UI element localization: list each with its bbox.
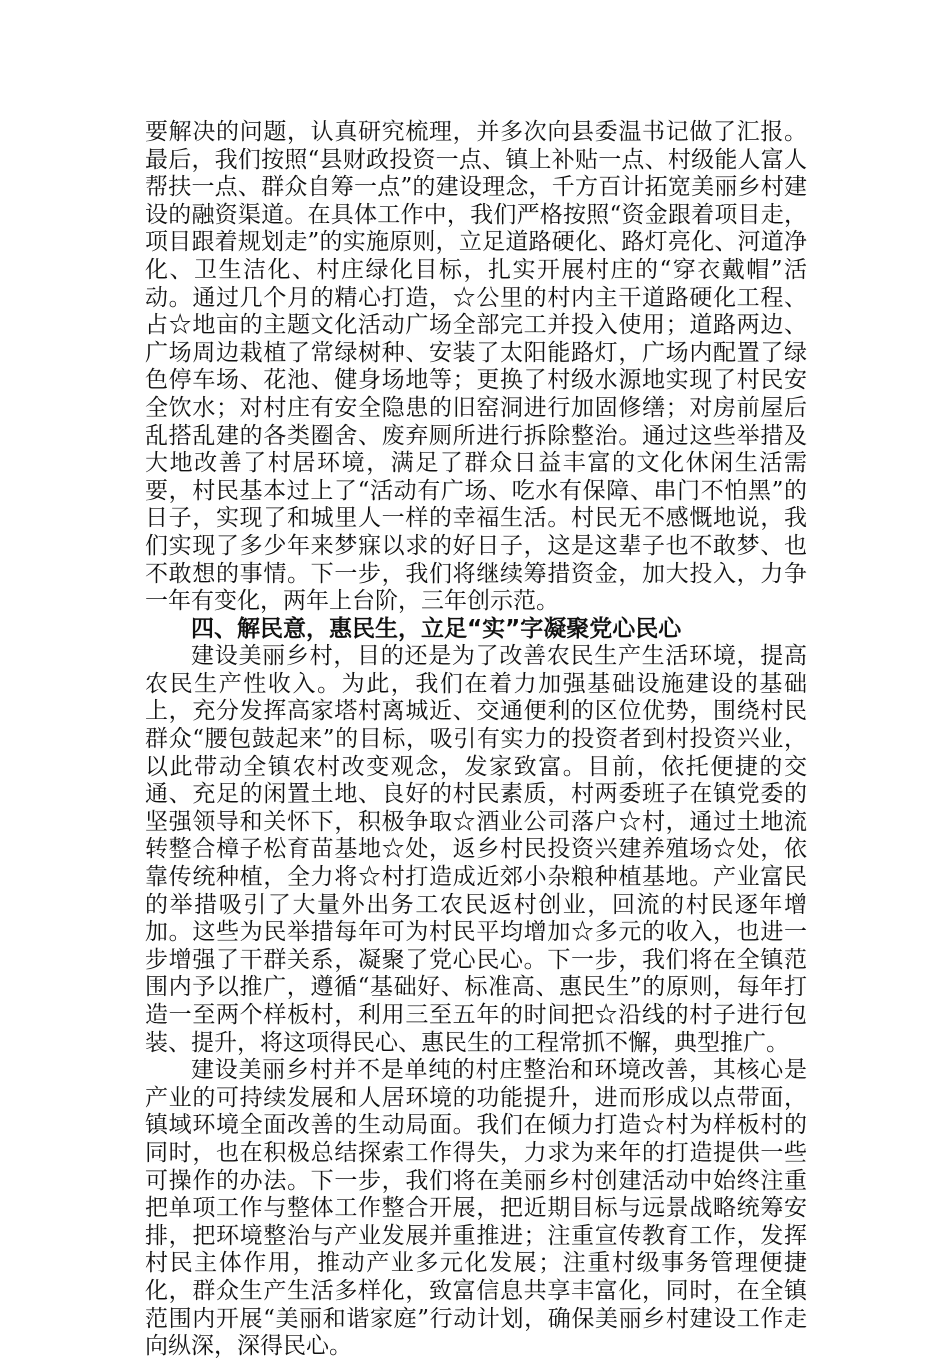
section-heading: 四、解民意，惠民生，立足“实”字凝聚党心民心 [191,615,682,642]
paragraph-industry: 建设美丽乡村，目的还是为了改善农民生产生活环境，提高农民生产性收入。为此，我们在着力加强基础设施建设的基础上，充分发挥高家塔村离城近、交通便利的区位优势，围绕村民群众“腰包鼓起来”的目标，吸引有实力的投资者到村投资兴业，以此带动全镇农村改变观念，发家致富。目前，依托便捷的交通、充足的闲置土地、良好的村民素质，村两委班子在镇党委的坚强领导和关怀下，积极争取☆酒业公司落户☆村，通过土地流转整合樟子松育苗基地☆处，返乡村民投资兴建养殖场☆处，依靠传统种植，全力将☆村打造成近郊小杂粮种植基地。产业富民的举措吸引了大量外出务工农民返村创业，回流的村民逐年增加。这些为民举措每年可为村民平均增加☆多元的收入，也进一步增强了干群关系，凝聚了党心民心。下一步，我们将在全镇范围内予以推广，遵循“基础好、标准高、惠民生”的原则，每年打造一至两个样板村，利用三至五年的时间把☆沿线的村子进行包装、提升，将这项得民心、惠民生的工程常抓不懈，典型推广。 [145,643,807,1056]
paragraph-continuation: 要解决的问题，认真研究梳理，并多次向县委温书记做了汇报。最后，我们按照“县财政投资一点、镇上补贴一点、村级能人富人帮扶一点、群众自筹一点”的建设理念，千方百计拓宽美丽乡村建设的融资渠道。在具体工作中，我们严格按照“资金跟着项目走，项目跟着规划走”的实施原则，立足道路硬化、路灯亮化、河道净化、卫生洁化、村庄绿化目标，扎实开展村庄的“穿衣戴帽”活动。通过几个月的精心打造，☆公里的村内主干道路硬化工程、占☆地亩的主题文化活动广场全部完工并投入使用；道路两边、广场周边栽植了常绿树种、安装了太阳能路灯，广场内配置了绿色停车场、花池、健身场地等；更换了村级水源地实现了村民安全饮水；对村庄有安全隐患的旧窑洞进行加固修缮；对房前屋后乱搭乱建的各类圈舍、废弃厕所进行拆除整治。通过这些举措及大地改善了村居环境，满足了群众日益丰富的文化休闲生活需要，村民基本过上了“活动有广场、吃水有保障、串门不怕黑”的日子，实现了和城里人一样的幸福生活。村民无不感慨地说，我们实现了多少年来梦寐以求的好日子，这是这辈子也不敢梦、也不敢想的事情。下一步，我们将继续筹措资金，加大投入，力争一年有变化，两年上台阶，三年创示范。 [145,119,807,615]
document-page [145,119,807,1361]
paragraph-summary: 建设美丽乡村并不是单纯的村庄整治和环境改善，其核心是产业的可持续发展和人居环境的功能提升，进而形成以点带面，镇域环境全面改善的生动局面。我们在倾力打造☆村为样板村的同时，也在积极总结探索工作得失，力求为来年的打造提供一些可操作的办法。下一步，我们将在美丽乡村创建活动中始终注重把单项工作与整体工作整合开展，把近期目标与远景战略统筹安排，把环境整治与产业发展并重推进；注重宣传教育工作，发挥村民主体作用，推动产业多元化发展；注重村级事务管理便捷化，群众生产生活多样化，致富信息共享丰富化，同时，在全镇范围内开展“美丽和谐家庭”行动计划，确保美丽乡村建设工作走向纵深，深得民心。 [145,1057,807,1360]
